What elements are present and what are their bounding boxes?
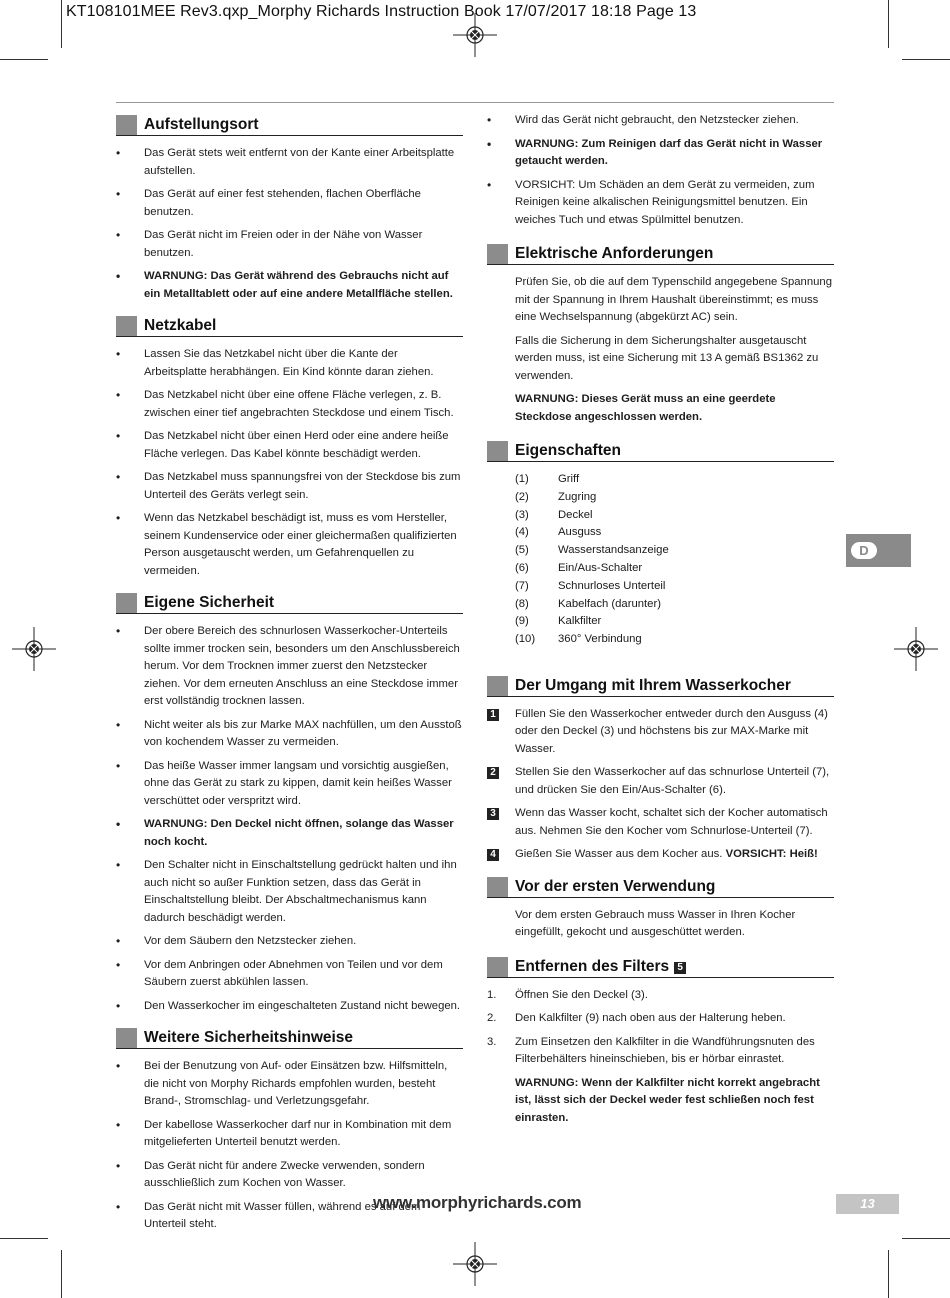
section-title: Eigene Sicherheit <box>144 594 275 611</box>
feature-number: (8) <box>515 597 529 610</box>
feature-number: (7) <box>515 579 529 592</box>
feature-label: 360° Verbindung <box>558 633 642 646</box>
list-item <box>487 805 834 840</box>
list-item: • Vor dem Anbringen oder Abnehmen von Teilen und vor dem Säubern zuerst abkühlen lassen. <box>116 957 463 992</box>
feature-label: Ausguss <box>558 526 602 539</box>
feature-label: Wasserstandsanzeige <box>558 544 669 557</box>
features-table <box>515 471 669 649</box>
section-title: Netzkabel <box>144 317 217 334</box>
crop-mark <box>61 0 62 48</box>
list-item: • Lassen Sie das Netzkabel nicht über die Kante der Arbeitsplatte herabhängen. Ein Kind könnte daran ziehen. <box>116 346 463 381</box>
list-item <box>487 1010 834 1028</box>
section-heading-sicherheit <box>116 590 463 614</box>
feature-number: (10) <box>515 633 536 646</box>
list-item: • Das Gerät nicht für andere Zwecke verwenden, sondern ausschließlich zum Kochen von Wasser. <box>116 1158 463 1193</box>
list-item: • Das Gerät nicht mit Wasser füllen, während es auf dem Unterteil steht. <box>116 1199 463 1234</box>
section-square-icon <box>116 593 137 613</box>
list-item <box>487 706 834 759</box>
registration-mark-icon <box>453 1242 497 1286</box>
table-row <box>515 560 669 578</box>
section-heading-umgang <box>487 673 834 697</box>
step-number-icon: 4 <box>487 849 499 861</box>
item-number: 1. <box>487 988 497 1001</box>
section-square-icon <box>116 115 137 135</box>
step-text: Füllen Sie den Wasserkocher entweder durch den Ausguss (4) oder den Deckel (3) und höchstens bis zur MAX-Marke mit Wasser. <box>515 707 828 755</box>
table-row <box>515 631 669 649</box>
steps-list <box>487 706 834 864</box>
list-item: • Wird das Gerät nicht gebraucht, den Netzstecker ziehen. <box>487 112 834 130</box>
right-column <box>487 112 834 1133</box>
list-item <box>487 1034 834 1069</box>
section-square-icon <box>487 441 508 461</box>
list-item: • Das Gerät stets weit entfernt von der Kante einer Arbeitsplatte aufstellen. <box>116 145 463 180</box>
list-item: • Der kabellose Wasserkocher darf nur in Kombination mit dem mitgelieferten Unterteil benutzt werden. <box>116 1117 463 1152</box>
step-text: Gießen Sie Wasser aus dem Kocher aus. <box>515 848 723 861</box>
list-item: • Den Wasserkocher im eingeschalteten Zustand nicht bewegen. <box>116 998 463 1016</box>
table-row <box>515 524 669 542</box>
step-number-icon: 3 <box>487 808 499 820</box>
section-title: Weitere Sicherheitshinweise <box>144 1029 354 1046</box>
list-item: • VORSICHT: Um Schäden an dem Gerät zu vermeiden, zum Reinigen keine alkalischen Reinigungsmittel benutzen. Ein weiches Tuch und etwas Spülmittel benutzen. <box>487 177 834 230</box>
list-item: • Der obere Bereich des schnurlosen Wasserkocher-Unterteils sollte immer trocken sein, besonders um den Anschlussbereich herum. Vor dem Trocknen immer zuerst den Netzstecker ziehen. Vor dem erneuten Anschluss an eine Steckdose immer erst vollständig trocknen lassen. <box>116 623 463 711</box>
crop-mark <box>888 0 889 48</box>
step-number-icon: 1 <box>487 709 499 721</box>
list-item: • Vor dem Säubern den Netzstecker ziehen. <box>116 933 463 951</box>
bullet-list <box>116 346 463 580</box>
table-row <box>515 507 669 525</box>
top-rule <box>116 102 834 103</box>
section-heading-aufstellungsort <box>116 112 463 136</box>
crop-mark <box>902 59 950 60</box>
crop-mark <box>888 1250 889 1298</box>
paragraph: Falls die Sicherung in dem Sicherungshalter ausgetauscht werden muss, ist eine Sicherung mit 13 A gemäß BS1362 zu verwenden. <box>515 334 819 382</box>
print-slug: KT108101MEE Rev3.qxp_Morphy Richards Instruction Book 17/07/2017 18:18 Page 13 <box>66 3 697 20</box>
crop-mark <box>0 1238 48 1239</box>
step-number-icon: 2 <box>487 767 499 779</box>
list-item: • Nicht weiter als bis zur Marke MAX nachfüllen, um den Ausstoß von kochendem Wasser zu vermeiden. <box>116 717 463 752</box>
list-item: • Das Netzkabel nicht über eine offene Fläche verlegen, z. B. zwischen einer tief angebrachten Steckdose und einem Tisch. <box>116 387 463 422</box>
item-number: 2. <box>487 1012 497 1025</box>
table-row <box>515 542 669 560</box>
crop-mark <box>61 1250 62 1298</box>
warning-paragraph: WARNUNG: Dieses Gerät muss an eine geerdete Steckdose angeschlossen werden. <box>515 393 776 423</box>
list-item: • Bei der Benutzung von Auf- oder Einsätzen bzw. Hilfsmitteln, die nicht von Morphy Richards empfohlen wurden, besteht Brand-, Stromschlag- und Verletzungsgefahr. <box>116 1058 463 1111</box>
footer-url: www.morphyrichards.com <box>373 1193 582 1212</box>
section-heading-filter <box>487 954 834 978</box>
warning-item: • WARNUNG: Das Gerät während des Gebrauchs nicht auf ein Metalltablett oder auf eine andere Metallfläche stellen. <box>116 268 463 303</box>
list-item: • Das Netzkabel nicht über einen Herd oder eine andere heiße Fläche verlegen. Das Kabel könnte beschädigt werden. <box>116 428 463 463</box>
feature-label: Kabelfach (darunter) <box>558 597 661 610</box>
list-item: • Das Netzkabel muss spannungsfrei von der Steckdose bis zum Unterteil des Geräts verlegt sein. <box>116 469 463 504</box>
section-title: Eigenschaften <box>515 442 621 459</box>
section-title-text: Entfernen des Filters <box>515 957 670 975</box>
section-square-icon <box>487 244 508 264</box>
language-tab <box>846 534 911 567</box>
feature-number: (2) <box>515 490 529 503</box>
step-text: Stellen Sie den Wasserkocher auf das schnurlose Unterteil (7), und drücken Sie den Ein/Aus-Schalter (6). <box>515 766 830 796</box>
section-square-icon <box>116 316 137 336</box>
bullet-list <box>487 112 834 229</box>
table-row <box>515 596 669 614</box>
section-heading-eigenschaften <box>487 438 834 462</box>
crop-mark <box>902 1238 950 1239</box>
section-title <box>515 957 686 977</box>
section-title: Elektrische Anforderungen <box>515 245 714 262</box>
bullet-list <box>116 145 463 303</box>
item-text: Den Kalkfilter (9) nach oben aus der Halterung heben. <box>515 1012 786 1025</box>
list-item: • Wenn das Netzkabel beschädigt ist, muss es vom Hersteller, seinem Kundenservice oder einer gleichermaßen qualifizierten Person ausgetauscht werden, um Gefahrenquellen zu vermeiden. <box>116 510 463 580</box>
list-item: • Das heiße Wasser immer langsam und vorsichtig ausgießen, ohne das Gerät zu stark zu kippen, damit kein heißes Wasser verschüttet oder verspritzt wird. <box>116 758 463 811</box>
section-square-icon <box>487 877 508 897</box>
table-row <box>515 489 669 507</box>
registration-mark-icon <box>12 627 56 671</box>
section-heading-weitere <box>116 1025 463 1049</box>
list-item: • Das Gerät auf einer fest stehenden, flachen Oberfläche benutzen. <box>116 186 463 221</box>
section-title: Der Umgang mit Ihrem Wasserkocher <box>515 676 791 694</box>
numbered-list <box>487 987 834 1069</box>
bullet-list <box>116 623 463 1015</box>
paragraph: Prüfen Sie, ob die auf dem Typenschild angegebene Spannung mit der Spannung in Ihrem Haushalt übereinstimmt; es muss eine Wechselspannung (abgekürzt AC) sein. <box>515 276 832 323</box>
table-row <box>515 613 669 631</box>
paragraph: Vor dem ersten Gebrauch muss Wasser in Ihren Kocher eingefüllt, gekocht und ausgeschüttet werden. <box>515 908 796 939</box>
feature-label: Schnurloses Unterteil <box>558 579 666 592</box>
feature-label: Kalkfilter <box>558 615 602 628</box>
feature-label: Deckel <box>558 508 593 521</box>
registration-mark-icon <box>453 13 497 57</box>
feature-label: Griff <box>558 473 580 485</box>
list-item <box>487 846 834 864</box>
page-number: 13 <box>836 1194 899 1214</box>
table-row <box>515 471 669 489</box>
list-item: • Den Schalter nicht in Einschaltstellung gedrückt halten und ihn auch nicht so außer Funktion setzen, dass das Gerät in Einschaltstellung bleibt. Der Abschaltmechanismus kann dadurch beschädigt werden. <box>116 857 463 927</box>
list-item <box>487 987 834 1005</box>
list-item: • Das Gerät nicht im Freien oder in der Nähe von Wasser benutzen. <box>116 227 463 262</box>
list-item <box>487 764 834 799</box>
warning-item: • WARNUNG: Den Deckel nicht öffnen, solange das Wasser noch kocht. <box>116 816 463 851</box>
section-title: Aufstellungsort <box>144 116 259 133</box>
left-column <box>116 112 463 1244</box>
step-number-icon: 5 <box>674 962 686 974</box>
section-heading-netzkabel <box>116 313 463 337</box>
section-heading-elektrisch <box>487 241 834 265</box>
step-warning: VORSICHT: Heiß! <box>725 848 818 861</box>
section-square-icon <box>116 1028 137 1048</box>
feature-number: (5) <box>515 544 529 557</box>
section-square-icon <box>487 676 508 696</box>
section-title: Vor der ersten Verwendung <box>515 877 716 895</box>
warning-paragraph: WARNUNG: Wenn der Kalkfilter nicht korrekt angebracht ist, lässt sich der Deckel weder fest schließen noch fest einrasten. <box>515 1076 820 1124</box>
registration-mark-icon <box>894 627 938 671</box>
feature-number: (6) <box>515 561 529 574</box>
feature-label: Ein/Aus-Schalter <box>558 561 643 574</box>
step-text: Wenn das Wasser kocht, schaltet sich der Kocher automatisch aus. Nehmen Sie den Kocher vom Schnurlose-Unterteil (7). <box>515 807 828 837</box>
language-label: D <box>851 542 877 559</box>
feature-number: (1) <box>515 473 529 485</box>
item-text: Zum Einsetzen den Kalkfilter in die Wandführungsnuten des Filterbehälters hineinschieben, bis er hörbar einrastet. <box>515 1035 815 1066</box>
item-text: Öffnen Sie den Deckel (3). <box>515 988 648 1001</box>
feature-number: (9) <box>515 615 529 628</box>
table-row <box>515 578 669 596</box>
section-square-icon <box>487 957 508 977</box>
section-heading-erste <box>487 874 834 898</box>
warning-item: • WARNUNG: Zum Reinigen darf das Gerät nicht in Wasser getaucht werden. <box>487 136 834 171</box>
crop-mark <box>0 59 48 60</box>
feature-number: (4) <box>515 526 529 539</box>
feature-number: (3) <box>515 508 529 521</box>
feature-label: Zugring <box>558 490 597 503</box>
item-number: 3. <box>487 1035 497 1048</box>
